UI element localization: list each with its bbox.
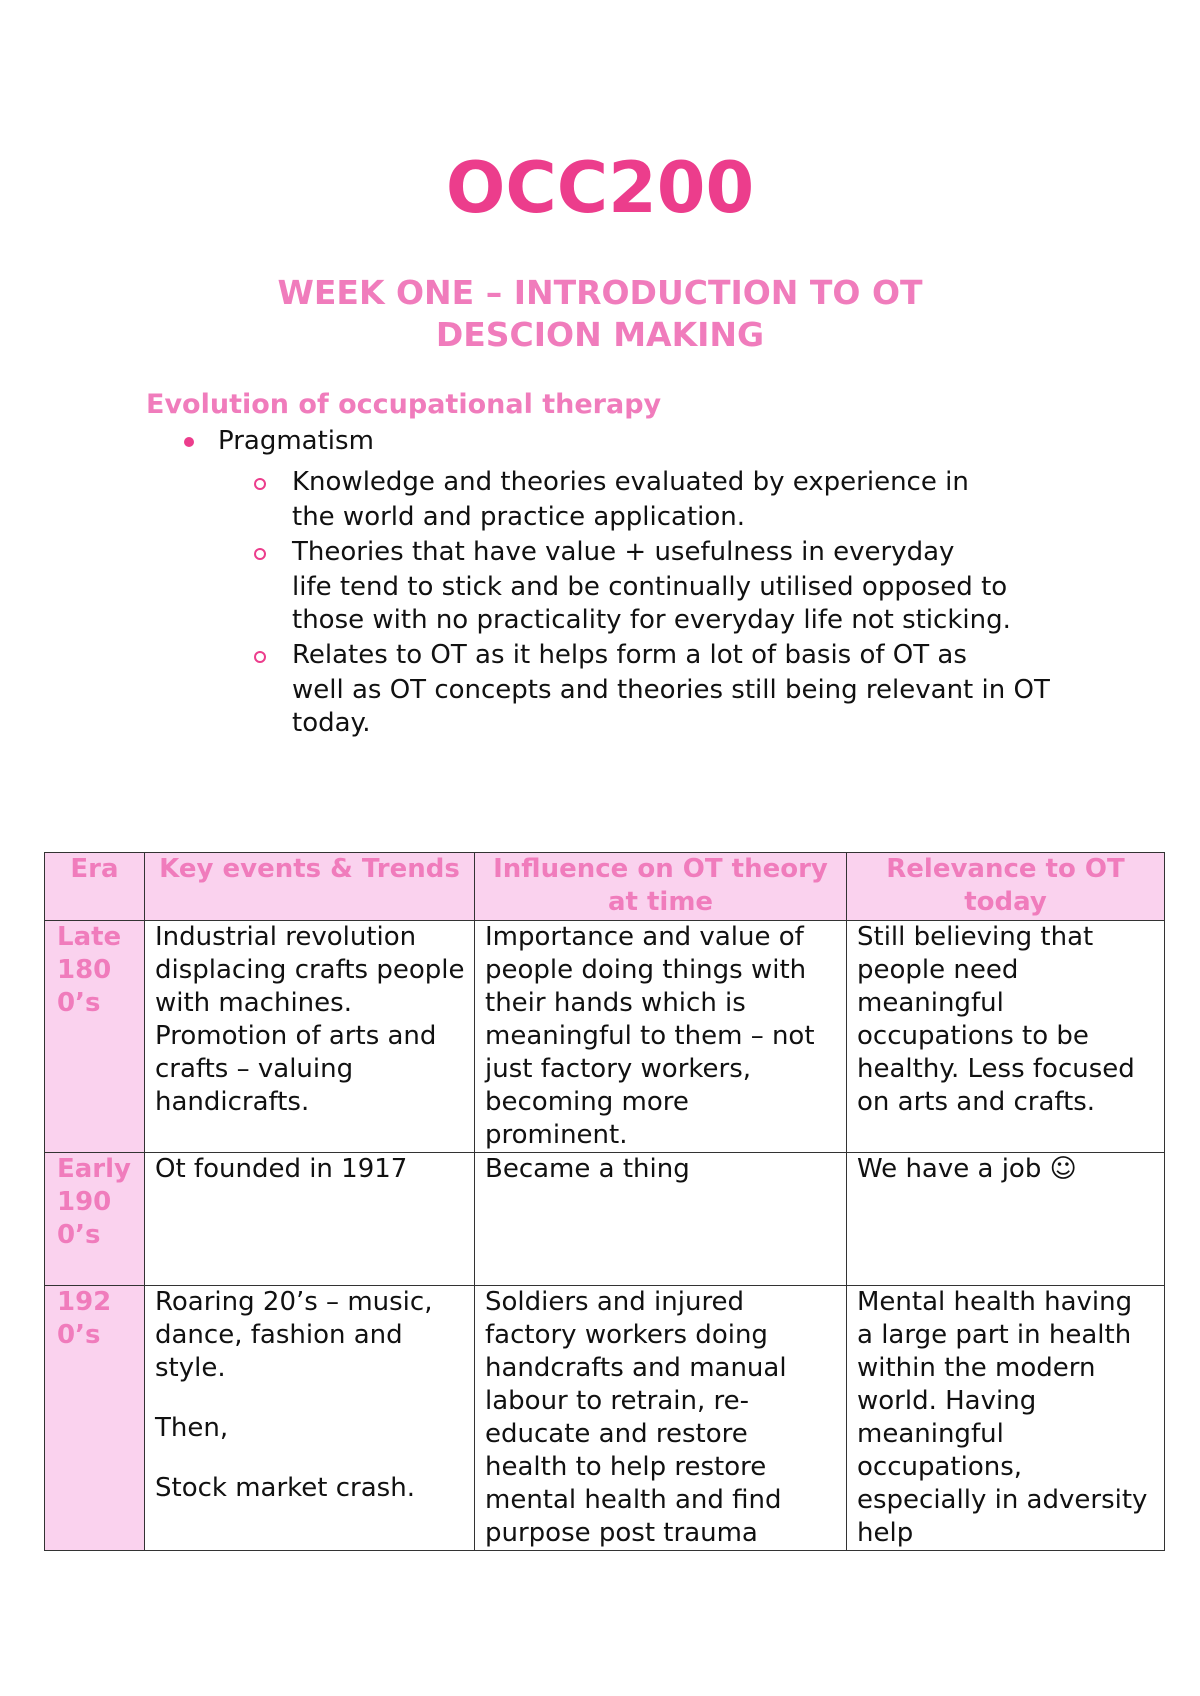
- document-subtitle: [0, 272, 1200, 356]
- sub-bullet-text-first-line: Relates to OT as it helps form a lot of basis of OT as: [292, 640, 967, 670]
- events-text: Industrial revolution displacing crafts people with machines. Promotion of arts and crafts – valuing handicrafts.: [155, 922, 465, 1117]
- table-row: [45, 1153, 1165, 1286]
- ot-history-table: [44, 852, 1165, 1551]
- sub-bullet-text-continuation: well as OT concepts and theories still being relevant in OT today.: [292, 675, 1050, 738]
- header-relevance: Relevance to OT today: [847, 853, 1165, 921]
- table-header-row: [45, 853, 1165, 921]
- era-cell: 1920’s: [45, 1286, 145, 1551]
- events-text: Then,: [155, 1413, 229, 1443]
- events-cell: [145, 1286, 475, 1551]
- subtitle-line-2: DESCION MAKING: [435, 315, 765, 354]
- sub-bullet-text-continuation: life tend to stick and be continually utilised opposed to those with no practicality for everyday life not sticking.: [292, 572, 1011, 635]
- era-cell: Late 1800’s: [45, 921, 145, 1153]
- sub-bullet-item: [252, 534, 1052, 637]
- sub-bullet-item: [252, 464, 1052, 534]
- table-row: [45, 1286, 1165, 1551]
- section-heading: Evolution of occupational therapy: [146, 389, 662, 420]
- events-text: Roaring 20’s – music, dance, fashion and style.: [155, 1287, 433, 1383]
- era-cell: Early 1900’s: [45, 1153, 145, 1286]
- hollow-circle-bullet-icon: [254, 651, 266, 663]
- bullet-item-pragmatism: [180, 424, 1060, 458]
- influence-cell: Soldiers and injured factory workers doing handcrafts and manual labour to retrain, re-educate and restore health to help restore mental health and find purpose post trauma: [475, 1286, 847, 1551]
- relevance-cell: We have a job ☺: [847, 1153, 1165, 1286]
- sub-bullet-text-continuation: the world and practice application.: [292, 502, 746, 532]
- relevance-cell: Still believing that people need meaningful occupations to be healthy. Less focused on arts and crafts.: [847, 921, 1165, 1153]
- bullet-label: Pragmatism: [218, 426, 374, 456]
- header-era: Era: [45, 853, 145, 921]
- relevance-cell: Mental health having a large part in health within the modern world. Having meaningful occupations, especially in adversity help: [847, 1286, 1165, 1551]
- events-cell: [145, 921, 475, 1153]
- sub-bullet-item: [252, 637, 1052, 740]
- header-influence: Influence on OT theory at time: [475, 853, 847, 921]
- events-cell: [145, 1153, 475, 1286]
- document-title: OCC200: [445, 147, 755, 229]
- sub-bullet-text-first-line: Knowledge and theories evaluated by experience in: [292, 467, 969, 497]
- header-key-events: Key events & Trends: [145, 853, 475, 921]
- hollow-circle-bullet-icon: [254, 548, 266, 560]
- bullet-list: [180, 424, 1060, 740]
- events-text: Stock market crash.: [155, 1473, 415, 1503]
- sub-bullet-text-first-line: Theories that have value + usefulness in everyday: [292, 537, 955, 567]
- hollow-circle-bullet-icon: [254, 478, 266, 490]
- table-row: [45, 921, 1165, 1153]
- influence-cell: Importance and value of people doing things with their hands which is meaningful to them – not just factory workers, becoming more prominent.: [475, 921, 847, 1153]
- subtitle-line-1: WEEK ONE – INTRODUCTION TO OT: [277, 273, 923, 312]
- bullet-dot-icon: [184, 437, 194, 447]
- events-text: Ot founded in 1917: [155, 1154, 408, 1184]
- influence-cell: Became a thing: [475, 1153, 847, 1286]
